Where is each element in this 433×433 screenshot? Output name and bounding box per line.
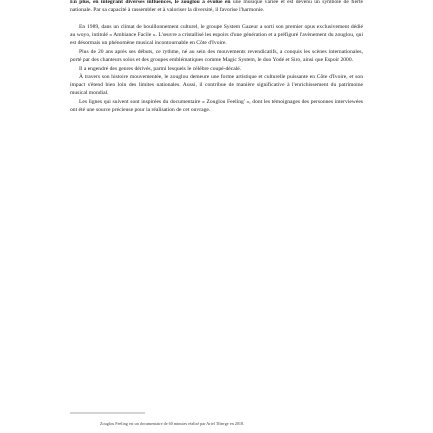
paragraph-sources: Les lignes qui suivent sont inspirées du documentaire « Zouglou Feeling' », dont les témoignages des personnes interviewées ont été une source précieuse pour la réalisation de cet ouvrage.: [70, 99, 363, 114]
footnote-divider: [70, 412, 363, 414]
section-gap: [70, 14, 363, 23]
intro-rest-text: une musique variée et est devenu un symbole de fierté nationale. Par sa capacité à rassembler et à valoriser la diversité, il favorise l'harmonie.: [70, 0, 363, 14]
paragraph-history: En 1989, dans un climat de bouillonnement culturel, le groupe System Gazeur a sorti son premier opus exclusivement dédié au woyo, intitulé « Ambiance Facile ». L'œuvre a cristallisé les espoirs d'une génération et a préfiguré l'avènement du zouglou, qui est désormais un phénomène musical incontournable en Côte d'Ivoire.: [70, 24, 363, 47]
paragraph-international: Plus de 20 ans après ses débuts, ce rythme, né au sein des mouvements revendicatifs, a conquis les scènes internationales, porté par des chanteurs solos et des groupes emblématiques comme Magic System, le duo Yodé et Siro, ainsi que Espoir 2000.: [70, 48, 363, 64]
footnote: Zouglou Feeling est un documentaire de 60 minutes réalisé par Ariel Tiberge en 2018.: [100, 421, 245, 426]
paragraph-derived-genres: Il a engendré des genres dérivés, parmi lesquels le célèbre coupé-décalé.: [79, 65, 242, 72]
paragraph-impact: À travers son histoire mouvementée, le zouglou demeure une forme artistique et culturelle puissante en Côte d'Ivoire, et son impact s'étend bien loin des limites nationales. Aussi, il contribue de manière significative à l'enrichissement du patrimoine musical mondial.: [70, 74, 363, 97]
text-column: [70, 0, 363, 114]
intro-paragraph: [70, 0, 363, 14]
intro-bold-text: En plus, en intégrant diverses influences, le zouglou a évolué en: [70, 0, 231, 5]
